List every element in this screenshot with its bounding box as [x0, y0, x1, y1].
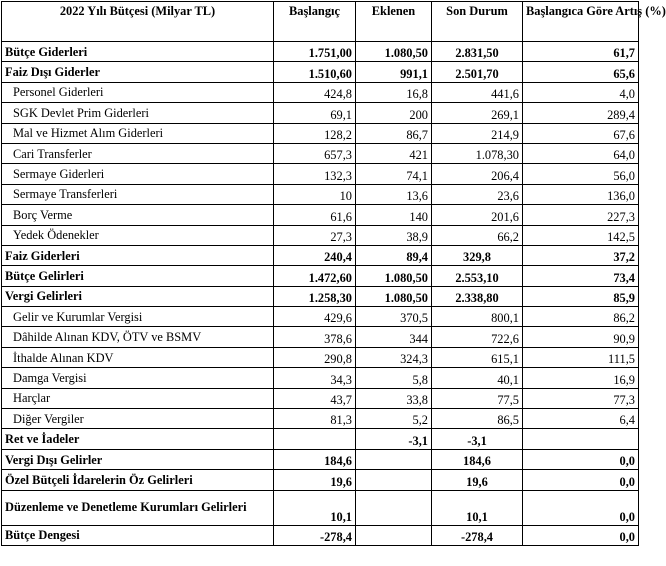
table-row: [2, 245, 639, 265]
row-label: SGK Devlet Prim Giderleri: [2, 103, 274, 123]
start-value: 69,1: [274, 103, 356, 123]
start-value: 10,1: [274, 490, 356, 525]
budget-table-wrapper: [1, 1, 666, 546]
start-value: [274, 429, 356, 449]
added-value: 1.080,50: [356, 286, 432, 306]
increase-value: 142,5: [523, 225, 639, 245]
final-value: 19,6: [432, 470, 523, 490]
header-added: Eklenen: [356, 2, 432, 42]
row-label: Cari Transferler: [2, 143, 274, 163]
row-label: Bütçe Giderleri: [2, 42, 274, 62]
start-value: 27,3: [274, 225, 356, 245]
increase-value: 56,0: [523, 164, 639, 184]
increase-value: 85,9: [523, 286, 639, 306]
table-row: [2, 62, 639, 82]
row-label: Damga Vergisi: [2, 368, 274, 388]
table-row: [2, 307, 639, 327]
header-label: 2022 Yılı Bütçesi (Milyar TL): [2, 2, 274, 42]
final-value: 1.078,30: [432, 143, 523, 163]
table-row: [2, 429, 639, 449]
added-value: 200: [356, 103, 432, 123]
table-row: [2, 388, 639, 408]
final-value: 441,6: [432, 82, 523, 102]
added-value: 344: [356, 327, 432, 347]
increase-value: 67,6: [523, 123, 639, 143]
increase-value: 0,0: [523, 525, 639, 545]
increase-value: 90,9: [523, 327, 639, 347]
start-value: 1.472,60: [274, 266, 356, 286]
table-row: [2, 164, 639, 184]
row-label: Sermaye Giderleri: [2, 164, 274, 184]
final-value: 2.831,50: [432, 42, 523, 62]
row-label: Özel Bütçeli İdarelerin Öz Gelirleri: [2, 470, 274, 490]
table-row: [2, 123, 639, 143]
added-value: 421: [356, 143, 432, 163]
row-label: Harçlar: [2, 388, 274, 408]
added-value: 89,4: [356, 245, 432, 265]
start-value: 378,6: [274, 327, 356, 347]
row-label: Personel Giderleri: [2, 82, 274, 102]
increase-value: 0,0: [523, 490, 639, 525]
increase-value: 4,0: [523, 82, 639, 102]
start-value: 61,6: [274, 205, 356, 225]
final-value: 2.553,10: [432, 266, 523, 286]
start-value: 10: [274, 184, 356, 204]
increase-value: 0,0: [523, 470, 639, 490]
table-row: [2, 205, 639, 225]
table-row: [2, 347, 639, 367]
start-value: 132,3: [274, 164, 356, 184]
header-start: Başlangıç: [274, 2, 356, 42]
final-value: 77,5: [432, 388, 523, 408]
start-value: 657,3: [274, 143, 356, 163]
added-value: 1.080,50: [356, 266, 432, 286]
final-value: 206,4: [432, 164, 523, 184]
start-value: 1.258,30: [274, 286, 356, 306]
added-value: 370,5: [356, 307, 432, 327]
increase-value: 0,0: [523, 449, 639, 469]
increase-value: 37,2: [523, 245, 639, 265]
increase-value: 65,6: [523, 62, 639, 82]
added-value: 140: [356, 205, 432, 225]
table-row: [2, 449, 639, 469]
added-value: [356, 470, 432, 490]
final-value: 10,1: [432, 490, 523, 525]
start-value: -278,4: [274, 525, 356, 545]
table-row: [2, 184, 639, 204]
start-value: 240,4: [274, 245, 356, 265]
header-final: Son Durum: [432, 2, 523, 42]
final-value: 800,1: [432, 307, 523, 327]
added-value: -3,1: [356, 429, 432, 449]
added-value: 38,9: [356, 225, 432, 245]
row-label: Borç Verme: [2, 205, 274, 225]
added-value: 13,6: [356, 184, 432, 204]
table-row: [2, 327, 639, 347]
final-value: 722,6: [432, 327, 523, 347]
budget-table: [1, 1, 666, 546]
row-label: Diğer Vergiler: [2, 409, 274, 429]
start-value: 1.751,00: [274, 42, 356, 62]
table-row: [2, 42, 639, 62]
final-value: -3,1: [432, 429, 523, 449]
start-value: 81,3: [274, 409, 356, 429]
row-label: Ret ve İadeler: [2, 429, 274, 449]
table-body: [2, 42, 639, 546]
table-row: [2, 286, 639, 306]
table-row: [2, 368, 639, 388]
table-row: [2, 82, 639, 102]
increase-value: 64,0: [523, 143, 639, 163]
start-value: 43,7: [274, 388, 356, 408]
increase-value: 73,4: [523, 266, 639, 286]
final-value: -278,4: [432, 525, 523, 545]
final-value: 184,6: [432, 449, 523, 469]
increase-value: 111,5: [523, 347, 639, 367]
final-value: 615,1: [432, 347, 523, 367]
header-row: [2, 2, 639, 42]
final-value: 23,6: [432, 184, 523, 204]
increase-value: [523, 429, 639, 449]
row-label: Gelir ve Kurumlar Vergisi: [2, 307, 274, 327]
row-label: Vergi Dışı Gelirler: [2, 449, 274, 469]
start-value: 424,8: [274, 82, 356, 102]
increase-value: 136,0: [523, 184, 639, 204]
table-row: [2, 470, 639, 490]
added-value: 86,7: [356, 123, 432, 143]
final-value: 2.338,80: [432, 286, 523, 306]
row-label: Bütçe Dengesi: [2, 525, 274, 545]
final-value: 201,6: [432, 205, 523, 225]
added-value: 16,8: [356, 82, 432, 102]
increase-value: 16,9: [523, 368, 639, 388]
table-row: [2, 143, 639, 163]
increase-value: 86,2: [523, 307, 639, 327]
row-label: Düzenleme ve Denetleme Kurumları Gelirleri: [2, 490, 274, 525]
added-value: 324,3: [356, 347, 432, 367]
increase-value: 77,3: [523, 388, 639, 408]
added-value: [356, 525, 432, 545]
row-label: İthalde Alınan KDV: [2, 347, 274, 367]
table-row: [2, 409, 639, 429]
increase-value: 61,7: [523, 42, 639, 62]
start-value: 290,8: [274, 347, 356, 367]
final-value: 329,8: [432, 245, 523, 265]
added-value: 33,8: [356, 388, 432, 408]
table-row: [2, 103, 639, 123]
start-value: 34,3: [274, 368, 356, 388]
row-label: Vergi Gelirleri: [2, 286, 274, 306]
added-value: 5,2: [356, 409, 432, 429]
added-value: 5,8: [356, 368, 432, 388]
table-row: [2, 525, 639, 545]
final-value: 2.501,70: [432, 62, 523, 82]
row-label: Dâhilde Alınan KDV, ÖTV ve BSMV: [2, 327, 274, 347]
start-value: 128,2: [274, 123, 356, 143]
table-row: [2, 490, 639, 525]
final-value: 40,1: [432, 368, 523, 388]
final-value: 214,9: [432, 123, 523, 143]
added-value: 991,1: [356, 62, 432, 82]
start-value: 19,6: [274, 470, 356, 490]
table-row: [2, 225, 639, 245]
start-value: 429,6: [274, 307, 356, 327]
row-label: Bütçe Gelirleri: [2, 266, 274, 286]
added-value: 74,1: [356, 164, 432, 184]
row-label: Sermaye Transferleri: [2, 184, 274, 204]
start-value: 1.510,60: [274, 62, 356, 82]
final-value: 66,2: [432, 225, 523, 245]
final-value: 269,1: [432, 103, 523, 123]
added-value: [356, 449, 432, 469]
start-value: 184,6: [274, 449, 356, 469]
final-value: 86,5: [432, 409, 523, 429]
increase-value: 227,3: [523, 205, 639, 225]
increase-value: 6,4: [523, 409, 639, 429]
row-label: Yedek Ödenekler: [2, 225, 274, 245]
increase-value: 289,4: [523, 103, 639, 123]
added-value: [356, 490, 432, 525]
row-label: Faiz Giderleri: [2, 245, 274, 265]
header-increase: Başlangıca Göre Artış (%): [523, 2, 639, 42]
added-value: 1.080,50: [356, 42, 432, 62]
row-label: Faiz Dışı Giderler: [2, 62, 274, 82]
table-row: [2, 266, 639, 286]
row-label: Mal ve Hizmet Alım Giderleri: [2, 123, 274, 143]
